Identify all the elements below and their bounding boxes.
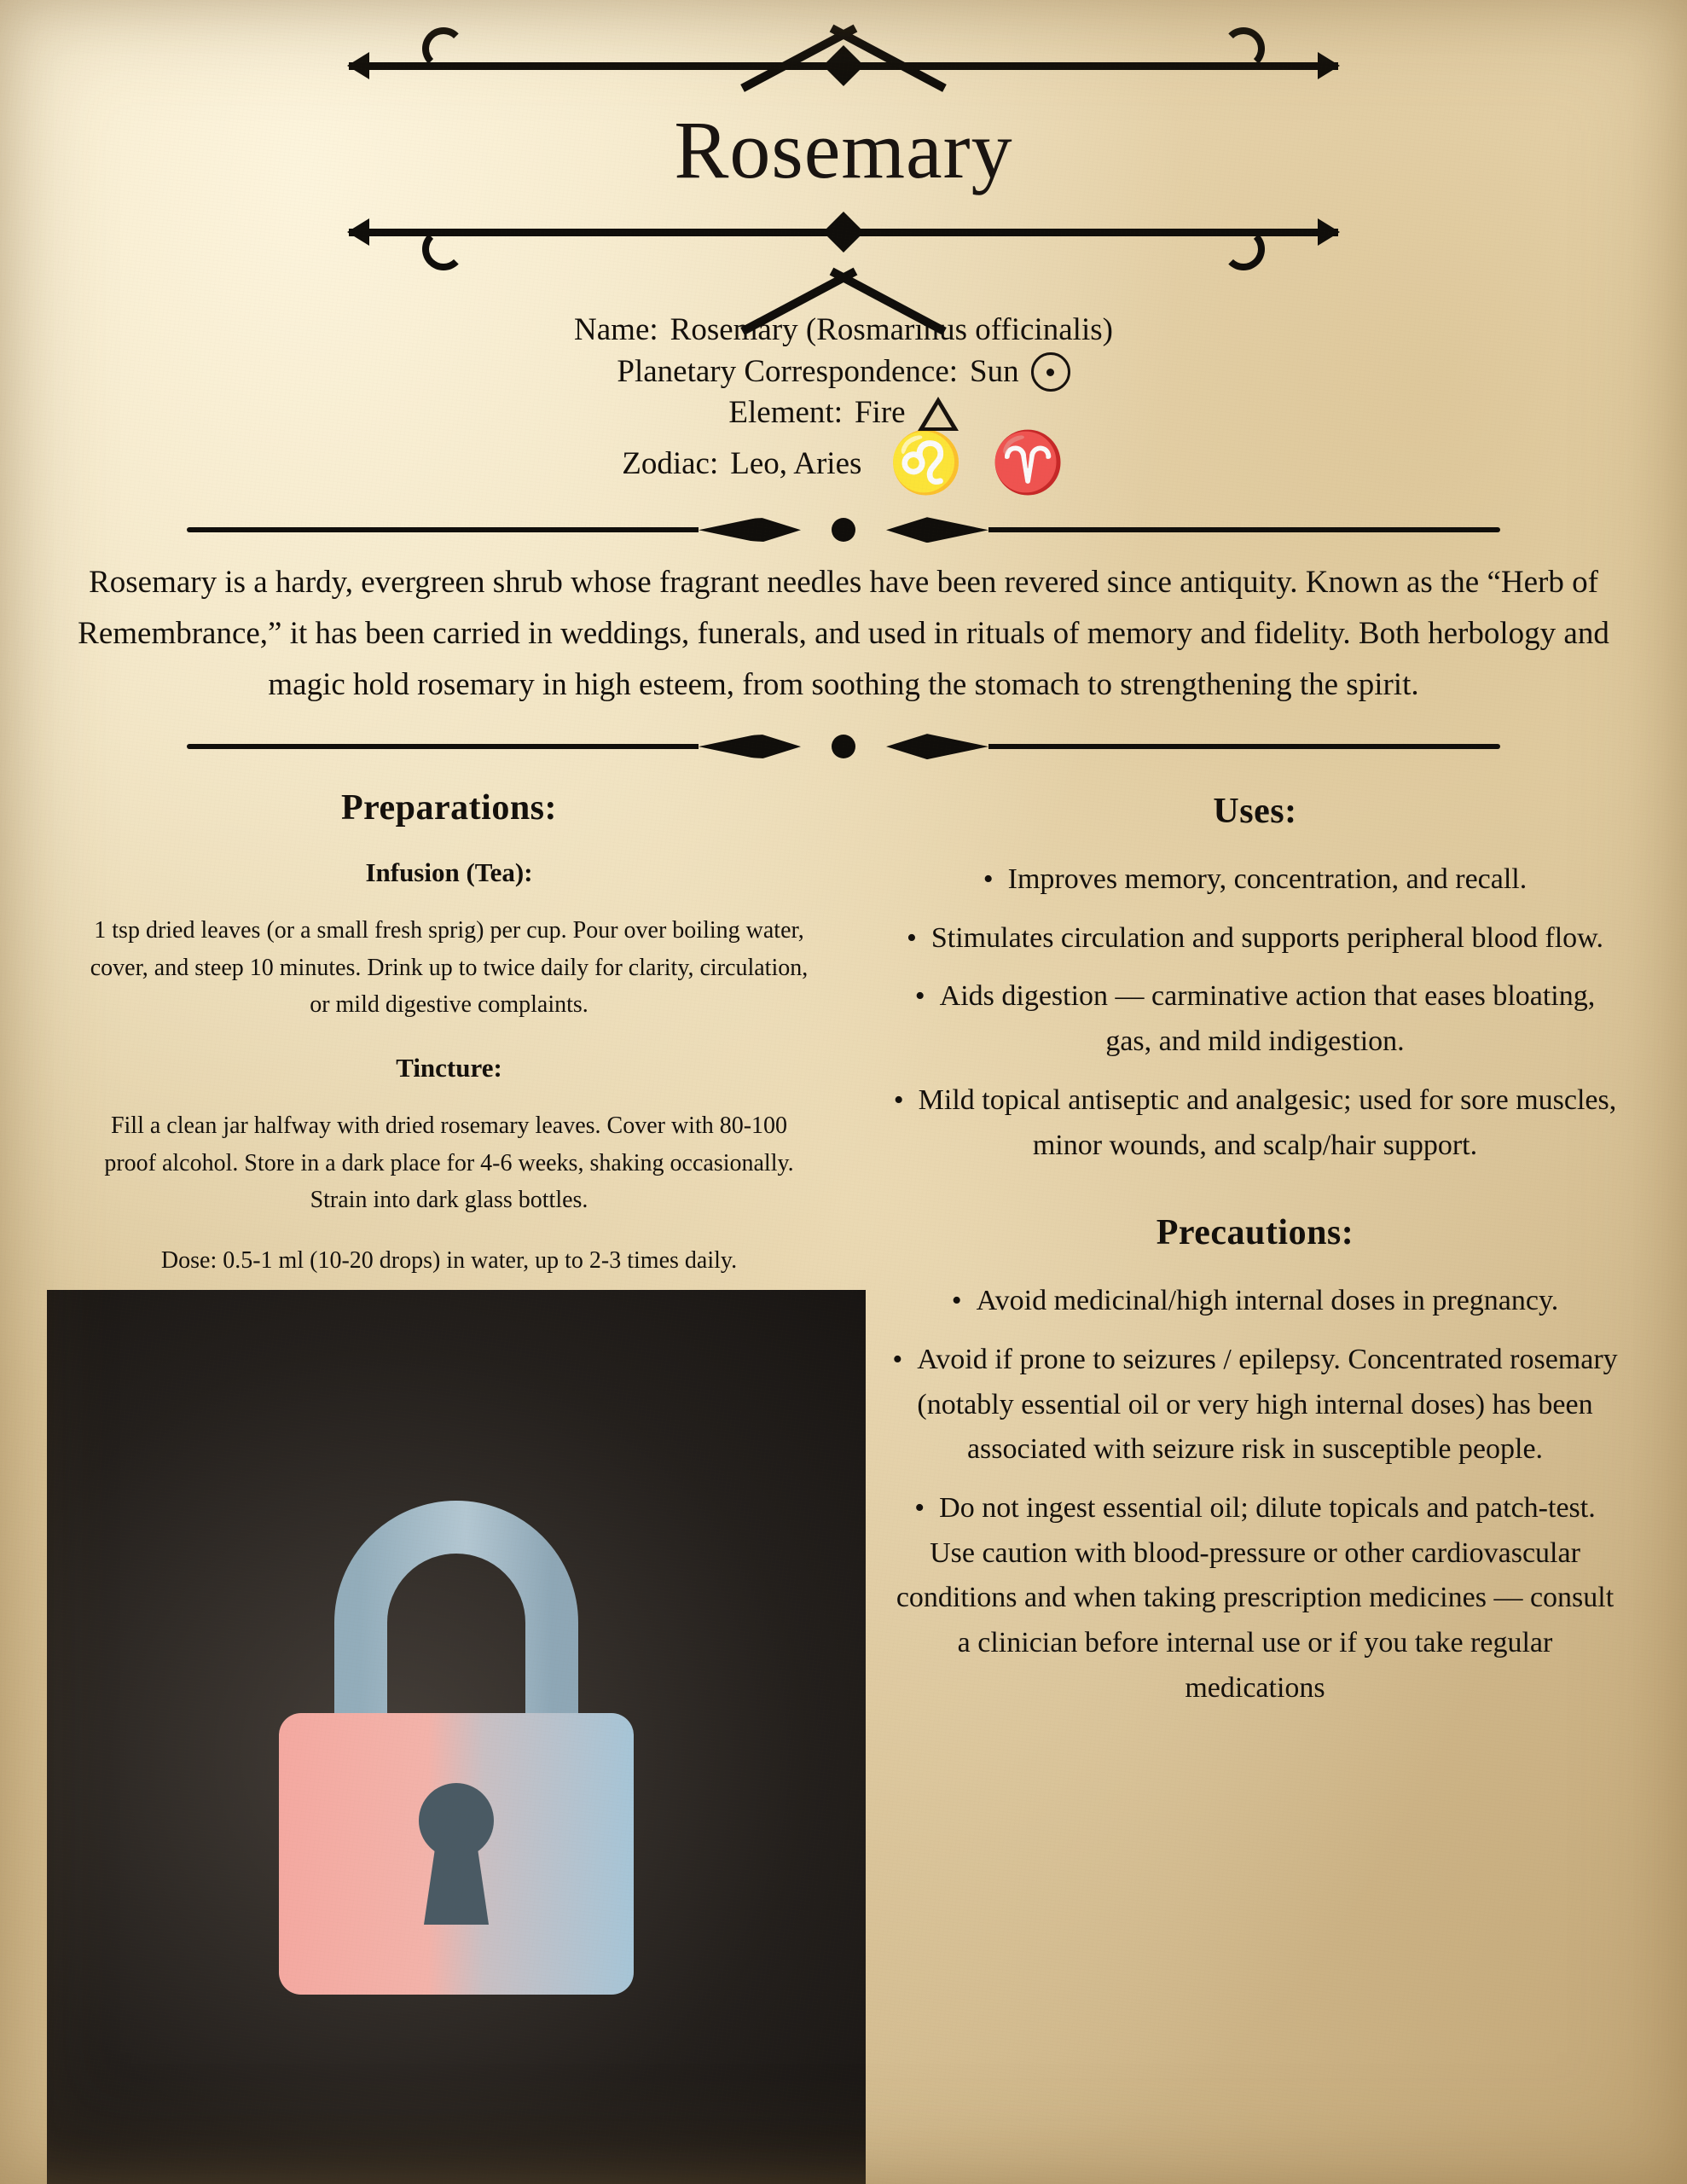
attribute-list <box>289 310 1398 497</box>
list-item: • Avoid if prone to seizures / epilepsy. Concentrated rosemary (notably essential oil or very high internal doses) has been associated with seizure risk in susceptible people. <box>890 1338 1620 1472</box>
ornament-chevron-icon <box>741 247 946 294</box>
ornament-top <box>349 32 1338 99</box>
attribute-value: Sun <box>970 353 1019 389</box>
uses-list <box>890 857 1620 1168</box>
divider-leaf-right-icon <box>886 517 988 543</box>
attribute-row-name <box>289 310 1398 351</box>
ornament-curl-right-icon <box>1222 27 1265 70</box>
list-item: • Aids digestion — carminative action that eases bloating, gas, and mild indigestion. <box>890 974 1620 1064</box>
ornament-arrow-right-icon <box>1318 218 1340 246</box>
ornament-arrow-left-icon <box>347 218 369 246</box>
preparation-dose-tincture: Dose: 0.5-1 ml (10-20 drops) in water, up to 2-3 times daily. <box>160 1247 738 1275</box>
ornament-curl-right-icon <box>1222 228 1265 270</box>
preparations-heading: Preparations: <box>340 788 558 828</box>
attribute-row-zodiac <box>289 431 1398 497</box>
divider-line-right <box>988 527 1500 532</box>
attribute-row-planet <box>289 351 1398 393</box>
divider-dot-icon <box>832 735 855 758</box>
list-item: • Improves memory, concentration, and recall. <box>890 857 1620 903</box>
divider-line-left <box>187 744 699 749</box>
ornament-curl-left-icon <box>422 27 465 70</box>
divider-leaf-left-icon <box>699 517 801 543</box>
ornament-bottom <box>349 199 1338 265</box>
precautions-list <box>890 1279 1620 1711</box>
divider-line-left <box>187 527 699 532</box>
divider-upper <box>187 513 1500 547</box>
sun-symbol-icon <box>1031 352 1070 392</box>
preparation-body-tincture: Fill a clean jar halfway with dried rosemary leaves. Cover with 80-100 proof alcohol. Store in a dark place for 4-6 weeks, shaking occasionally. Strain into dark glass bottles. <box>104 1112 794 1214</box>
attribute-value: Leo, Aries <box>730 445 862 481</box>
divider-leaf-left-icon <box>699 734 801 759</box>
divider-line-right <box>988 744 1500 749</box>
list-item: • Stimulates circulation and supports peripheral blood flow. <box>890 916 1620 961</box>
divider-leaf-right-icon <box>886 734 988 759</box>
padlock-overlay-panel <box>47 1290 866 2184</box>
attribute-value: Rosemary (Rosmarinus officinalis) <box>670 311 1113 347</box>
list-item: • Avoid medicinal/high internal doses in pregnancy. <box>890 1279 1620 1324</box>
fire-triangle-symbol-icon <box>918 397 959 431</box>
attribute-row-element <box>289 392 1398 434</box>
attribute-label: Name: <box>574 311 658 347</box>
list-item: • Do not ingest essential oil; dilute topicals and patch-test. Use caution with blood-pressure or other cardiovascular conditions and when taking prescription medicines — consult a clinician before internal use or if you take regular medications <box>890 1486 1620 1711</box>
attribute-label: Element: <box>728 395 843 431</box>
page-title: Rosemary <box>674 104 1013 195</box>
uses-column <box>882 787 1654 1724</box>
ornament-arrow-right-icon <box>1318 52 1340 79</box>
padlock-icon <box>260 1464 652 2010</box>
attribute-label: Planetary Correspondence: <box>617 353 959 389</box>
preparation-body-infusion: 1 tsp dried leaves (or a small fresh sprig) per cup. Pour over boiling water, cover, and steep 10 minutes. Drink up to twice daily for clarity, circulation, or mild digestive complaints. <box>90 917 809 1019</box>
leo-glyph-icon: ♌ <box>889 431 964 497</box>
attribute-label: Zodiac: <box>622 445 719 481</box>
divider-dot-icon <box>832 518 855 542</box>
intro-paragraph: Rosemary is a hardy, evergreen shrub whose fragrant needles have been revered since antiquity. Known as the “Herb of Remembrance,” it has been carried in weddings, funerals, and used in rituals of memory and fidelity. Both herbology and magic hold rosemary in high esteem, from soothing the stomach to strengthening the spirit. <box>78 565 1609 703</box>
list-item: • Mild topical antiseptic and analgesic; used for sore muscles, minor wounds, and scalp/hair support. <box>890 1078 1620 1168</box>
ornament-arrow-left-icon <box>347 52 369 79</box>
preparation-name-tincture: Tincture: <box>396 1053 502 1083</box>
divider-lower <box>187 729 1500 764</box>
ornament-chevron-icon <box>741 3 946 51</box>
page-header <box>0 0 1687 265</box>
precautions-heading: Precautions: <box>1156 1213 1354 1253</box>
attribute-value: Fire <box>854 395 906 431</box>
preparation-name-infusion: Infusion (Tea): <box>365 857 533 888</box>
ornament-curl-left-icon <box>422 228 465 270</box>
uses-heading: Uses: <box>1213 792 1297 832</box>
ornament-diamond-icon <box>823 45 864 86</box>
aries-glyph-icon: ♈ <box>990 431 1065 497</box>
